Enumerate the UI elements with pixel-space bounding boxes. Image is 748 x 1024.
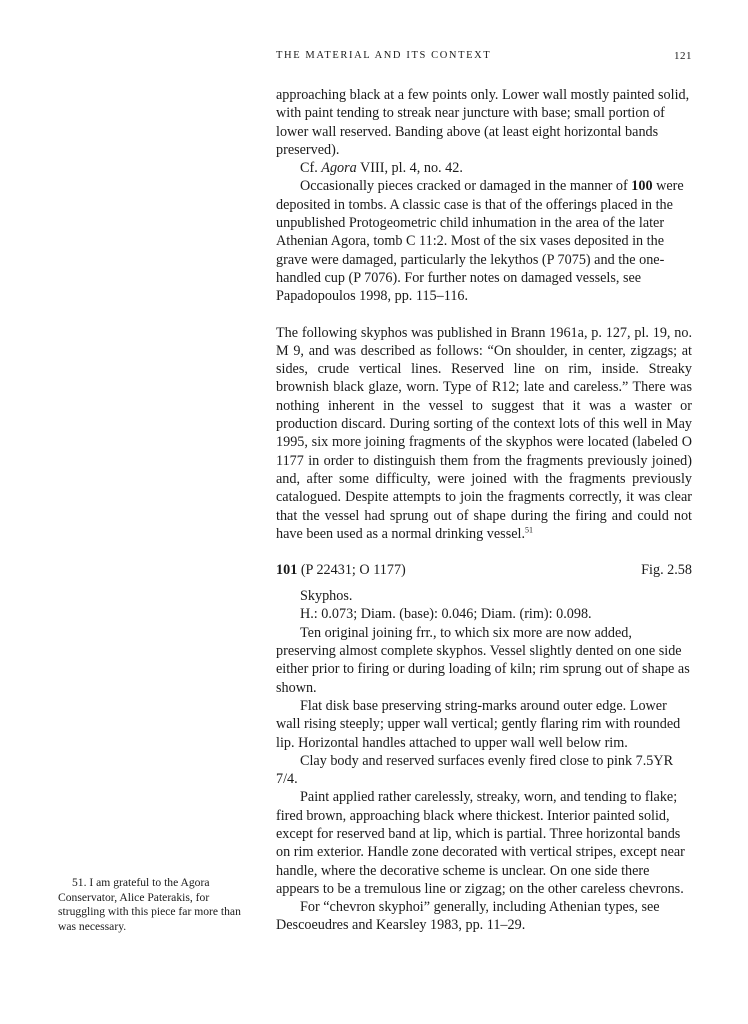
catalog-entry-comparanda: For “chevron skyphoi” generally, including Athenian types, see Descoeudres and Kearsley 1983, pp. 11–29. [276, 899, 660, 934]
footnote-reference: 51 [525, 525, 533, 535]
intro-text: The following skyphos was published in Brann 1961a, p. 127, pl. 19, no. M 9, and was described as follows: “On shoulder, in center, zigzags; at sides, crude vertical lines. Reserved line on rim, inside. Streaky brownish black glaze, worn. Type of R12; late and careless.” There was nothing inherent in the vessel to suggest that it was a waster or production discard. During sorting of the context lots of this well in May 1995, six more joining fragments of the skyphos were located (labeled O 1177 in order to distinguish them from the fragments previously joined) and, after some difficulty, were joined with the fragments previously catalogued. Despite attempts to join the fragments correctly, it was clear that the vessel had sprung out of shape during the firing and could not have been used as a normal drinking vessel. [276, 324, 692, 542]
figure-reference: Fig. 2.58 [641, 562, 692, 579]
page-header [276, 50, 692, 68]
catalog-entry-paint: Paint applied rather carelessly, streaky, worn, and tending to flake; fired brown, approaching black where thickest. Interior painted solid, except for reserved band at lip, which is partial. Three horizontal bands on rim exterior. Handle zone decorated with vertical stripes, except near handle, where the decorative scheme is unclear. On one side there appears to be a tremulous line or zigzag; on the other careless chevrons. [276, 789, 685, 897]
catalog-number-ref: 100 [631, 178, 653, 195]
cf-title: Agora [321, 160, 357, 177]
page-number: 121 [674, 50, 692, 62]
section-gap [276, 543, 692, 561]
cf-prefix: Cf. [300, 160, 322, 177]
damaged-after: were deposited in tombs. A classic case is that of the offerings placed in the unpublished Protogeometric child inhumation in the area of the later Athenian Agora, tomb C 11:2. Most of the six vases deposited in the grave were damaged, particularly the lekythos (P 7075) and the one-handled cup (P 7076). For further notes on damaged vessels, see Papadopoulos 1998, pp. 115–116. [276, 178, 684, 305]
catalog-entry-preservation: Ten original joining frr., to which six more are now added, preserving almost complete skyphos. Vessel slightly dented on one side either prior to firing or during loading of kiln; rim sprung out of shape as shown. [276, 624, 690, 696]
footnote-text: 51. I am grateful to the Agora Conservator, Alice Paterakis, for struggling with this piece far more than was necessary. [58, 876, 241, 933]
footnote [58, 876, 258, 934]
catalog-inventory: (P 22431; O 1177) [297, 562, 406, 579]
catalog-entry-form: Flat disk base preserving string-marks around outer edge. Lower wall rising steeply; upper wall vertical; gently flaring rim with rounded lip. Horizontal handles attached to upper wall well below rim. [276, 697, 681, 751]
catalog-entry-dimensions: H.: 0.073; Diam. (base): 0.046; Diam. (rim): 0.098. [300, 606, 592, 623]
damaged-vessels-paragraph [276, 177, 692, 305]
running-head: THE MATERIAL AND ITS CONTEXT [276, 50, 492, 61]
intro-paragraph [276, 324, 692, 544]
section-gap [276, 306, 692, 324]
catalog-heading [276, 561, 692, 579]
damaged-before: Occasionally pieces cracked or damaged in the manner of [300, 178, 632, 195]
catalog-number: 101 [276, 562, 298, 579]
catalog-entry-shape: Skyphos. [300, 588, 353, 605]
catalog-entry-clay: Clay body and reserved surfaces evenly fired close to pink 7.5YR 7/4. [276, 752, 674, 788]
cf-rest: VIII, pl. 4, no. 42. [356, 160, 463, 177]
continuation-paragraph: approaching black at a few points only. Lower wall mostly painted solid, with paint tending to streak near juncture with base; small portion of lower wall reserved. Banding above (at least eight horizontal bands preserved). [276, 87, 690, 158]
main-column [276, 86, 692, 935]
catalog-id [276, 561, 406, 579]
cf-reference [276, 159, 692, 177]
